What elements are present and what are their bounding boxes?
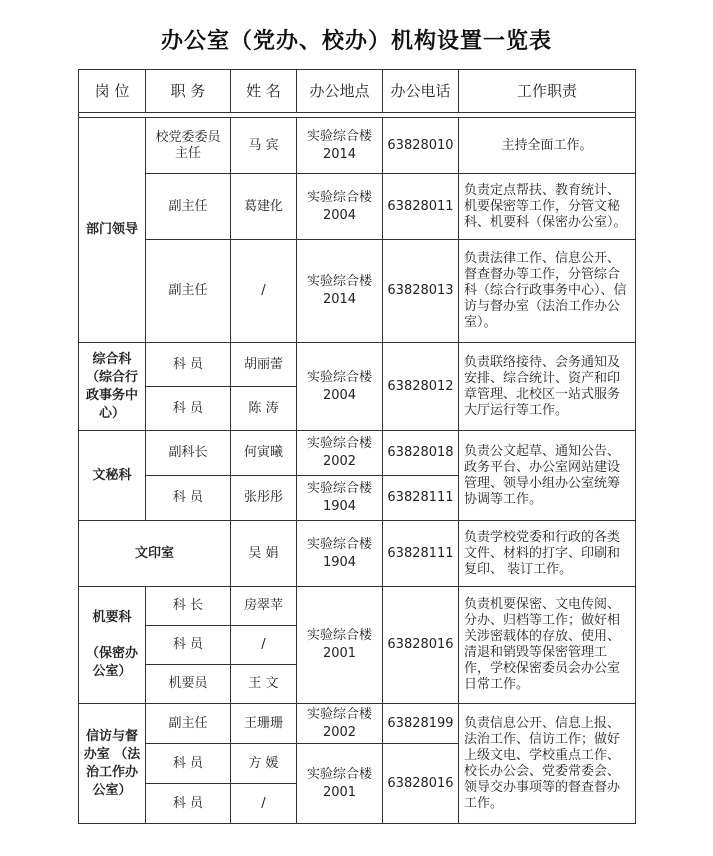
location-cell — [297, 587, 383, 704]
location-text: 实验综合楼 2002 — [306, 436, 372, 469]
position-cell: 副科长 — [146, 431, 231, 476]
header-cell: 办公电话 — [383, 70, 459, 113]
header-cell: 工作职责 — [459, 70, 636, 113]
header-cell: 姓 名 — [231, 70, 297, 113]
header-cell: 岗 位 — [79, 70, 146, 113]
table-row — [79, 431, 636, 476]
name-cell: 何寅曦 — [231, 431, 297, 476]
location-cell — [297, 174, 383, 240]
duty-cell: 负责公文起草、通知公告、政务平台、办公室网站建设管理、领导小组办公室统筹协调等工作。 — [459, 431, 636, 521]
position-cell: 科 长 — [146, 587, 231, 626]
position-cell: 科 员 — [146, 626, 231, 665]
position-cell: 副主任 — [146, 174, 231, 240]
name-cell: 王珊珊 — [231, 704, 297, 744]
name-cell: / — [231, 784, 297, 824]
phone-cell: 63828012 — [383, 343, 459, 431]
name-cell: 王 文 — [231, 665, 297, 704]
dept-cell: 文印室 — [79, 521, 231, 587]
duty-cell: 负责法律工作、信息公开、督查督办等工作，分管综合科（综合行政事务中心）、信访与督办室（法治工作办公室）。 — [459, 240, 636, 343]
duty-cell: 负责定点帮扶、教育统计、机要保密等工作，分管文秘科、机要科（保密办公室）。 — [459, 174, 636, 240]
phone-cell: 63828010 — [383, 118, 459, 174]
location-cell — [297, 118, 383, 174]
dept-cell: 部门领导 — [79, 118, 146, 343]
name-cell: 房翠苹 — [231, 587, 297, 626]
dept-text: 综合科 （综合行 政事务中 心） — [85, 351, 138, 421]
name-cell: 陈 涛 — [231, 387, 297, 431]
location-cell — [297, 476, 383, 521]
location-text: 实验综合楼 2014 — [306, 274, 372, 307]
position-cell: 科 员 — [146, 387, 231, 431]
table-row — [79, 240, 636, 343]
dept-cell: 文秘科 — [79, 431, 146, 521]
phone-cell: 63828199 — [383, 704, 459, 744]
location-text: 实验综合楼 1904 — [306, 536, 372, 570]
location-text: 实验综合楼 2001 — [306, 628, 372, 661]
location-text: 实验综合楼 2004 — [306, 189, 372, 223]
phone-cell: 63828111 — [383, 521, 459, 587]
location-text: 实验综合楼 2004 — [306, 369, 372, 403]
location-text: 实验综合楼 1904 — [306, 481, 372, 514]
location-cell — [297, 431, 383, 476]
location-cell — [297, 240, 383, 343]
position-cell: 副主任 — [146, 240, 231, 343]
location-cell — [297, 521, 383, 587]
name-cell: 马 宾 — [231, 118, 297, 174]
location-cell — [297, 704, 383, 744]
dept-cell — [79, 343, 146, 431]
table-row — [79, 587, 636, 626]
position-cell: 科 员 — [146, 744, 231, 784]
location-cell — [297, 343, 383, 431]
page-title: 办公室（党办、校办）机构设置一览表 — [160, 29, 552, 54]
position-cell: 科 员 — [146, 343, 231, 387]
position-cell: 科 员 — [146, 784, 231, 824]
position-cell: 机要员 — [146, 665, 231, 704]
table-row — [79, 174, 636, 240]
phone-cell: 63828016 — [383, 744, 459, 824]
duty-cell: 负责联络接待、会务通知及安排、综合统计、资产和印章管理、北校区一站式服务大厅运行等工作。 — [459, 343, 636, 431]
name-cell: 吴 娟 — [231, 521, 297, 587]
phone-cell: 63828111 — [383, 476, 459, 521]
position-cell — [146, 118, 231, 174]
duty-cell: 主持全面工作。 — [459, 118, 636, 174]
name-cell: 葛建化 — [231, 174, 297, 240]
duty-cell: 负责机要保密、文电传阅、分办、归档等工作；做好相关涉密载体的存放、使用、清退和销毁等保密管理工作，学校保密委员会办公室日常工作。 — [459, 587, 636, 704]
duty-cell: 负责学校党委和行政的各类文件、材料的打字、印刷和复印、 装订工作。 — [459, 521, 636, 587]
location-text: 实验综合楼 2014 — [306, 128, 372, 162]
name-cell: 胡丽蕾 — [231, 343, 297, 387]
header-row — [79, 70, 636, 113]
phone-cell: 63828013 — [383, 240, 459, 343]
phone-cell: 63828016 — [383, 587, 459, 704]
header-cell: 办公地点 — [297, 70, 383, 113]
dept-cell — [79, 587, 146, 704]
phone-cell: 63828011 — [383, 174, 459, 240]
org-table — [78, 69, 636, 824]
dept-text: 机要科 （保密办 公室） — [85, 610, 138, 679]
phone-cell: 63828018 — [383, 431, 459, 476]
position-cell: 科 员 — [146, 476, 231, 521]
table-row — [79, 343, 636, 387]
position-cell: 副主任 — [146, 704, 231, 744]
name-cell: / — [231, 240, 297, 343]
table-row — [79, 118, 636, 174]
duty-cell: 负责信息公开、信息上报、法治工作、信访工作；做好上级文电、学校重点工作、校长办公会、党委常委会、领导交办事项等的督查督办工作。 — [459, 704, 636, 824]
position-text: 校党委委员 主任 — [155, 129, 221, 161]
location-text: 实验综合楼 2001 — [306, 766, 372, 800]
name-cell: 方 媛 — [231, 744, 297, 784]
table-row — [79, 521, 636, 587]
location-cell — [297, 744, 383, 824]
dept-text: 信访与督 办室 （法 治工作办 公室） — [83, 728, 141, 798]
location-text: 实验综合楼 2002 — [306, 706, 372, 740]
name-cell: / — [231, 626, 297, 665]
header-cell: 职 务 — [146, 70, 231, 113]
dept-cell — [79, 704, 146, 824]
table-row — [79, 704, 636, 744]
name-cell: 张彤彤 — [231, 476, 297, 521]
